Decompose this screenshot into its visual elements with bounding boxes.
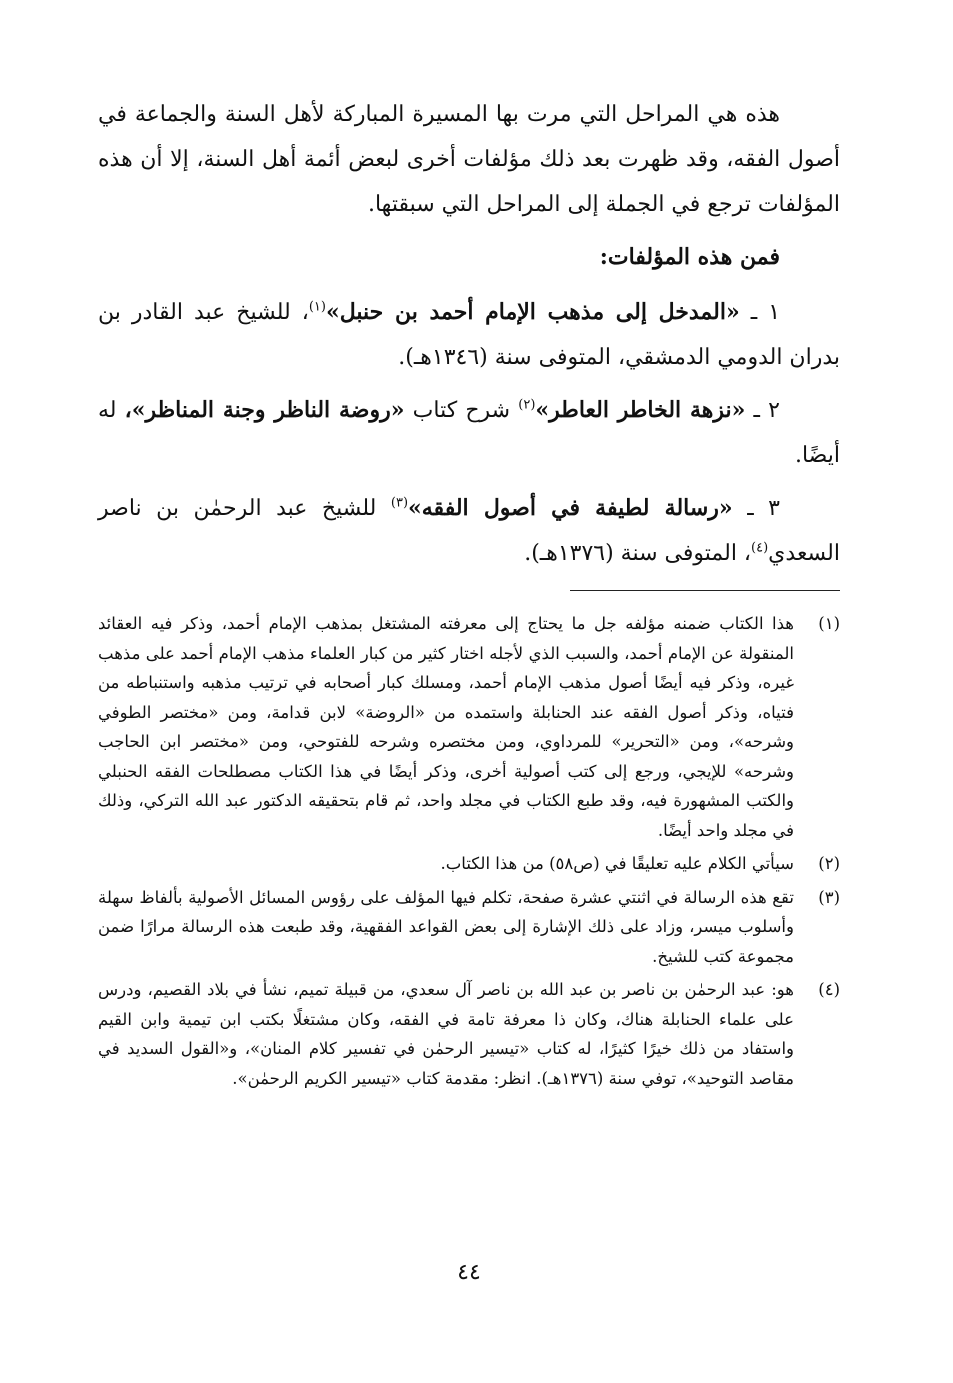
footnote — [98, 975, 840, 1093]
book-title: «رسالة لطيفة في أصول الفقه» — [408, 495, 733, 521]
book-page — [98, 92, 840, 1342]
list-item — [98, 486, 840, 576]
intro-paragraph: هذه هي المراحل التي مرت بها المسيرة المباركة لأهل السنة والجماعة في أصول الفقه، وقد ظهرت بعد ذلك مؤلفات أخرى لبعض أئمة أهل السنة، إلا أن هذه المؤلفات ترجع في الجملة إلى المراحل التي سبقتها. — [98, 102, 840, 217]
footnote-ref: (٢) — [518, 397, 536, 413]
footnotes — [98, 609, 840, 1093]
page-number: ٤٤ — [457, 1260, 481, 1285]
item-text: ، للشيخ عبد القادر بن بدران الدومي الدمشقي، المتوفى سنة (١٣٤٦هـ). — [98, 300, 840, 370]
book-title: «نزهة الخاطر العاطر» — [535, 397, 746, 423]
book-title: «المدخل إلى مذهب الإمام أحمد بن حنبل» — [325, 299, 740, 325]
footnote-number: (٢) — [818, 854, 840, 873]
footnote — [98, 609, 840, 845]
footnote-ref: (٤) — [751, 540, 769, 556]
footnote-text: هذا الكتاب ضمنه مؤلفه جل ما يحتاج إلى معرفته المشتغل بمذهب الإمام أحمد، وذكر فيه العقائد المنقولة عن الإمام أحمد، والسبب الذي لأجله اختار كثير من كبار العلماء مذهب الإمام أحمد على مذهب غيره، وذكر فيه أيضًا أصول مذهب الإمام أحمد، ومسلك كبار أصحابه في ترتيب مذهبه واستنباطه من فتياه، وذكر أصول الفقه عند الحنابلة واستمده من «الروضة» لابن قدامة، ومن «مختصر الطوفي وشرحه»، ومن «التحرير» للمرداوي، ومن مختصره وشرحه للفتوحي، ومن «مختصر ابن الحاجب وشرحه» للإيجي، ورجع إلى كتب أصولية أخرى، وذكر أيضًا في هذا الكتاب مصطلحات الفقه الحنبلي والكتب المشهورة فيه، وقد طبع الكتاب في مجلد واحد، ثم قام بتحقيقه الدكتور عبد الله التركي، وذلك في مجلد واحد أيضًا. — [98, 614, 794, 840]
item-text: له أيضًا. — [98, 398, 840, 468]
item-number: ١ ـ — [739, 300, 781, 325]
footnote-divider — [570, 590, 840, 591]
footnote-number: (١) — [818, 614, 840, 633]
footnote — [98, 883, 840, 972]
footnote-text: هو: عبد الرحمٰن بن ناصر بن عبد الله بن ناصر آل سعدي، من قبيلة تميم، نشأ في بلاد القصيم، ودرس على علماء الحنابلة هناك، وكان ذا معرفة تامة في الفقه، وكان مشتغلًا بكتب ابن تيمية وابن القيم واستفاد من ذلك خيرًا كثيرًا، له كتاب «تيسير الرحمٰن في تفسير كلام المنان»، و«القول السديد في مقاصد التوحيد»، توفي سنة (١٣٧٦هـ). انظر: مقدمة كتاب «تيسير الكريم الرحمٰن». — [98, 980, 794, 1088]
item-number: ٣ ـ — [732, 496, 780, 521]
footnote-number: (٤) — [818, 980, 840, 999]
footnote-number: (٣) — [818, 887, 840, 907]
list-item — [98, 290, 840, 380]
footnote-ref: (٣) — [390, 495, 409, 511]
list-item — [98, 388, 840, 478]
main-text — [98, 92, 840, 576]
footnote-text: تقع هذه الرسالة في اثنتي عشرة صفحة، تكلم فيها المؤلف على رؤوس المسائل الأصولية بألفاظ سهلة وأسلوب ميسر، وزاد على ذلك الإشارة إلى بعض القواعد الفقهية، وقد طبعت هذه الرسالة مرارًا ضمن مجموعة كتب للشيخ. — [98, 887, 794, 966]
footnote-text: سيأتي الكلام عليه تعليقًا في (ص٥٨) من هذا الكتاب. — [440, 854, 794, 873]
footnote — [98, 849, 840, 879]
section-heading: فمن هذه المؤلفات: — [599, 244, 780, 270]
item-text: شرح كتاب — [404, 398, 519, 423]
item-text: للشيخ عبد الرحمٰن بن ناصر السعدي — [98, 496, 840, 566]
book-title-secondary: «روضة الناظر وجنة المناظر»، — [124, 397, 405, 423]
footnote-ref: (١) — [308, 299, 326, 315]
item-number: ٢ ـ — [745, 398, 780, 423]
item-text: ، المتوفى سنة (١٣٧٦هـ). — [524, 541, 752, 566]
